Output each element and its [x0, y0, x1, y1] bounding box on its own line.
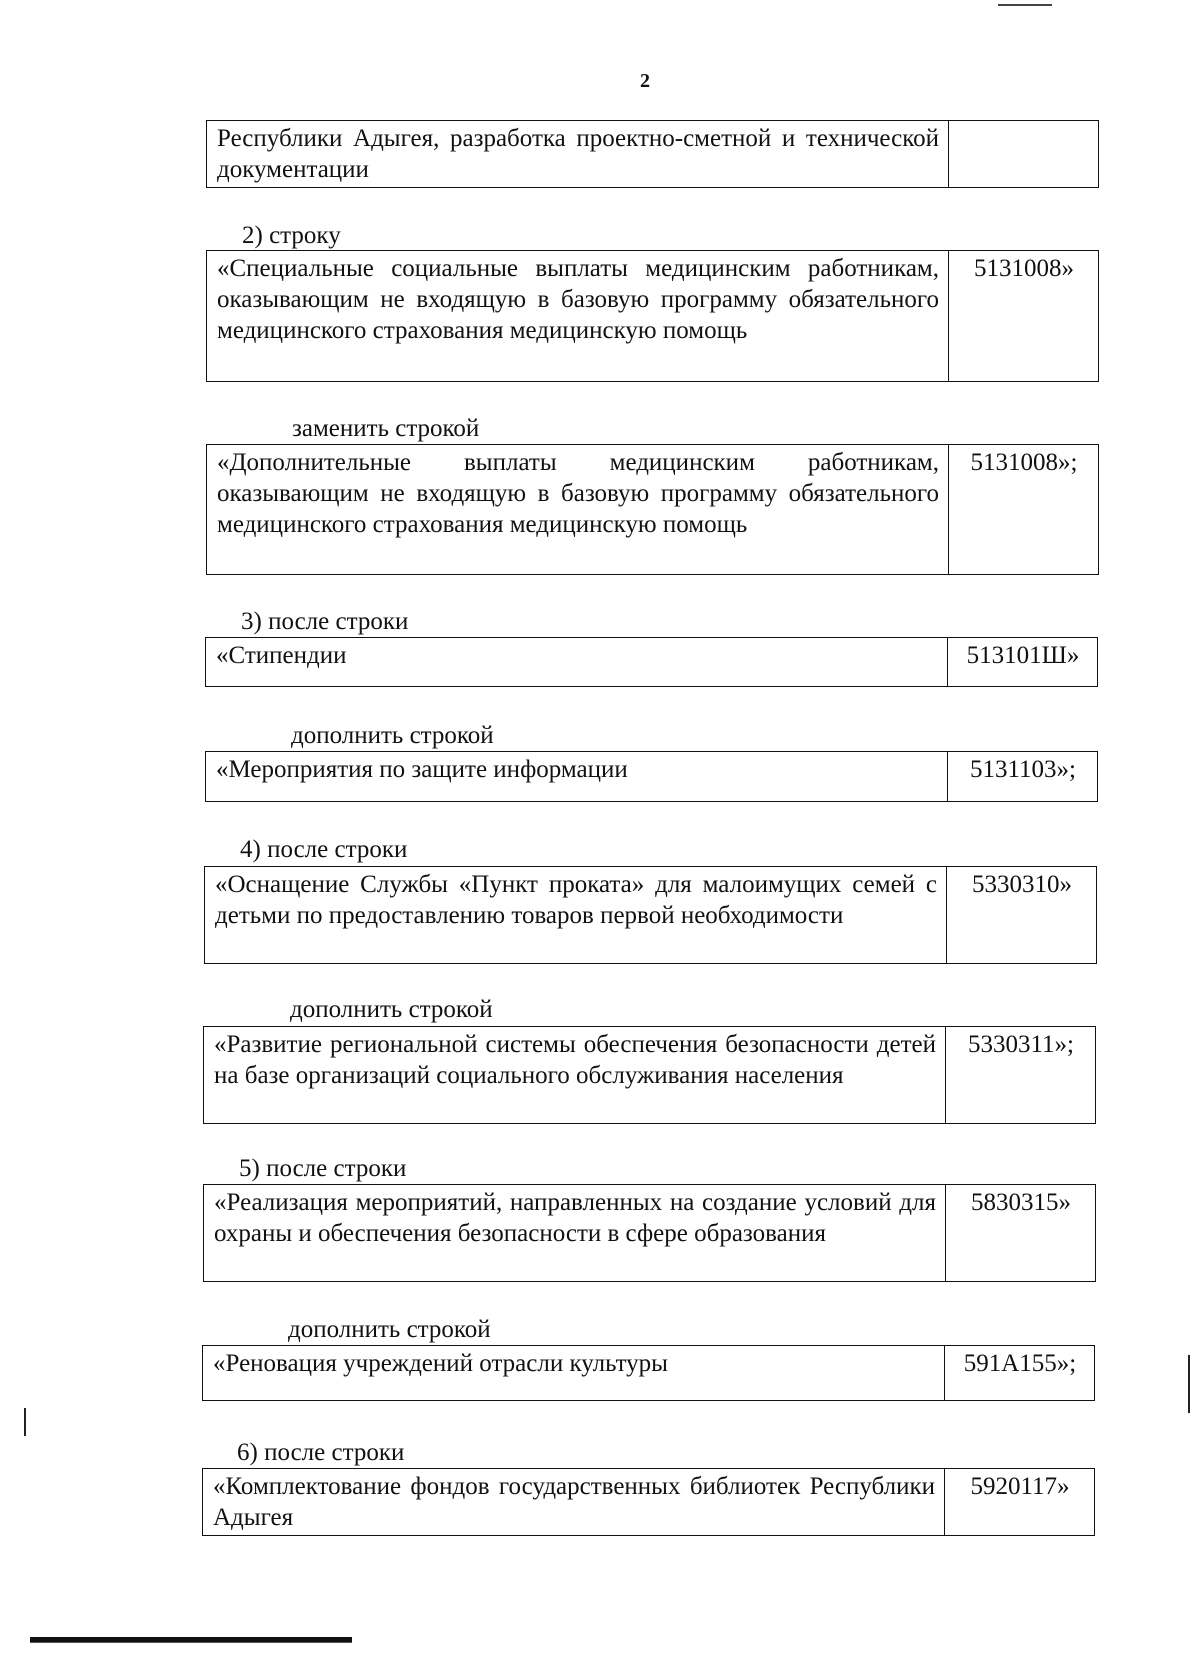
row-code: 5330311»; [946, 1027, 1096, 1124]
scan-mark [998, 4, 1052, 6]
row-code: 5920117» [945, 1469, 1095, 1536]
row-code: 5330310» [947, 867, 1097, 964]
table-row [203, 1026, 1096, 1124]
row-code: 591А155»; [945, 1346, 1095, 1401]
row-text: «Дополнительные выплаты медицинским работникам, оказывающим не входящую в базовую программу обязательного медицинского страхования медицинскую помощь [207, 445, 949, 575]
footer-rule [30, 1642, 352, 1643]
table-row [206, 250, 1099, 382]
row-text: «Мероприятия по защите информации [206, 752, 948, 802]
table-row [206, 120, 1099, 188]
row-text: «Стипендии [206, 638, 948, 687]
page-number: 2 [640, 70, 650, 92]
instruction-caption: 3) после строки [241, 608, 409, 635]
table-row [204, 866, 1097, 964]
instruction-caption: 5) после строки [239, 1155, 407, 1182]
row-code: 5830315» [946, 1185, 1096, 1282]
row-code: 513101Ш» [948, 638, 1098, 687]
table-row [205, 751, 1098, 802]
table-row [202, 1468, 1095, 1536]
instruction-caption: дополнить строкой [288, 1316, 491, 1343]
row-text: Республики Адыгея, разработка проектно-сметной и технической документации [207, 121, 949, 188]
table-row [205, 637, 1098, 687]
row-code: 5131008» [949, 251, 1099, 382]
table-row [206, 444, 1099, 575]
row-text: «Развитие региональной системы обеспечения безопасности детей на базе организаций социального обслуживания населения [204, 1027, 946, 1124]
instruction-caption: дополнить строкой [290, 996, 493, 1023]
row-code: 5131103»; [948, 752, 1098, 802]
table-row [202, 1345, 1095, 1401]
row-text: «Реализация мероприятий, направленных на создание условий для охраны и обеспечения безопасности в сфере образования [204, 1185, 946, 1282]
row-text: «Специальные социальные выплаты медицинским работникам, оказывающим не входящую в базовую программу обязательного медицинского страхования медицинскую помощь [207, 251, 949, 382]
row-text: «Комплектование фондов государственных библиотек Республики Адыгея [203, 1469, 945, 1536]
scan-mark [24, 1408, 26, 1436]
row-code [949, 121, 1099, 188]
instruction-caption: дополнить строкой [291, 722, 494, 749]
instruction-caption: 6) после строки [237, 1439, 405, 1466]
instruction-caption: 2) строку [242, 222, 341, 249]
scan-mark [1188, 1355, 1190, 1413]
row-text: «Оснащение Службы «Пункт проката» для малоимущих семей с детьми по предоставлению товаров первой необходимости [205, 867, 947, 964]
instruction-caption: заменить строкой [292, 415, 480, 442]
row-text: «Реновация учреждений отрасли культуры [203, 1346, 945, 1401]
row-code: 5131008»; [949, 445, 1099, 575]
instruction-caption: 4) после строки [240, 836, 408, 863]
table-row [203, 1184, 1096, 1282]
